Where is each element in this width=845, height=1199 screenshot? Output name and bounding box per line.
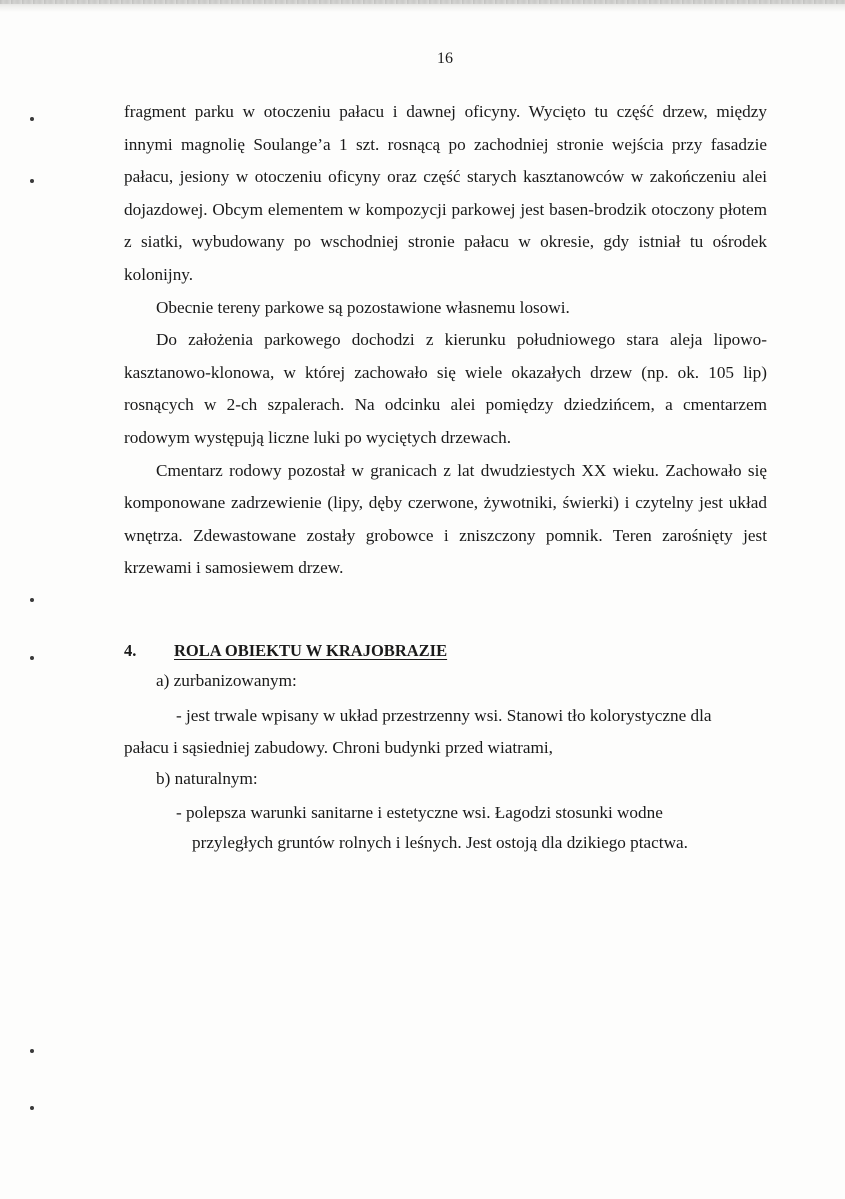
binder-hole-mark [30,1106,34,1110]
list-item-label: a) zurbanizowanym: [156,671,297,690]
list-item-text: - jest trwale wpisany w układ przestrzenny wsi. Stanowi tło kolorystyczne dla [176,706,712,725]
paragraph: fragment parku w otoczeniu pałacu i dawnej oficyny. Wycięto tu część drzew, między innymi magnolię Soulange’a 1 szt. rosnącą po zachodniej stronie wejścia przy fasadzie pałacu, jesiony w otoczeniu oficyny oraz część starych kasztanowców w zakończeniu alei dojazdowej. Obcym elementem w kompozycji parkowej jest basen-brodzik otoczony płotem z siatki, wybudowany po wschodniej stronie pałacu w okresie, gdy istniał tu ośrodek kolonijny. [124,102,767,284]
page-number: 16 [437,50,453,67]
section-number: 4. [124,641,137,660]
binder-hole-mark [30,656,34,660]
list-item-text: przyległych gruntów rolnych i leśnych. Jest ostoją dla dzikiego ptactwa. [192,833,688,852]
scan-edge-line [0,0,845,4]
binder-hole-mark [30,179,34,183]
binder-hole-mark [30,117,34,121]
list-item-label: b) naturalnym: [156,769,258,788]
binder-hole-mark [30,598,34,602]
binder-hole-mark [30,1049,34,1053]
section-heading [124,640,447,662]
list-item-text: - polepsza warunki sanitarne i estetyczne wsi. Łagodzi stosunki wodne [176,803,663,822]
section-title: ROLA OBIEKTU W KRAJOBRAZIE [174,641,448,660]
body-text [124,96,767,585]
list-item-text: pałacu i sąsiedniej zabudowy. Chroni budynki przed wiatrami, [124,738,553,757]
paragraph: Do założenia parkowego dochodzi z kierunku południowego stara aleja lipowo-kasztanowo-klonowa, w której zachowało się wiele okazałych drzew (np. ok. 105 lip) rosnących w 2-ch szpalerach. Na odcinku alei pomiędzy dziedzińcem, a cmentarzem rodowym występują liczne luki po wyciętych drzewach. [124,330,767,447]
paragraph: Obecnie tereny parkowe są pozostawione własnemu losowi. [156,297,570,317]
paragraph: Cmentarz rodowy pozostał w granicach z lat dwudziestych XX wieku. Zachowało się komponowane zadrzewienie (lipy, dęby czerwone, żywotniki, świerki) i czytelny jest układ wnętrza. Zdewastowane zostały grobowce i zniszczony pomnik. Teren zarośnięty jest krzewami i samosiewem drzew. [124,460,767,578]
